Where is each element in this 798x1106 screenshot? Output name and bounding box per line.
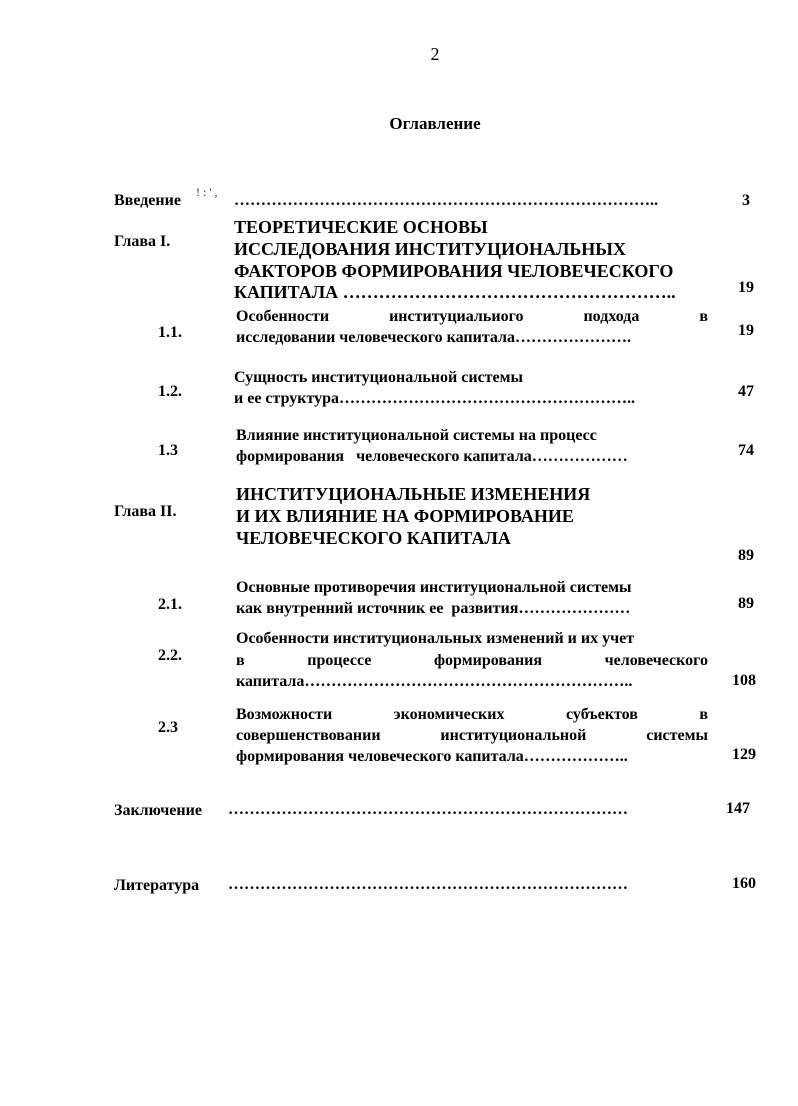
toc-title-line: совершенствовании институциональной системы — [236, 727, 708, 744]
toc-label: Глава I. — [114, 233, 171, 250]
toc-page: 160 — [732, 875, 756, 892]
toc-heading: Оглавление — [389, 114, 481, 133]
toc-title-line: Особенности институциональных изменений и их учет — [236, 630, 635, 647]
toc-title-line: Основные противоречия институциональной системы — [236, 579, 632, 596]
toc-label: 2.1. — [158, 596, 182, 613]
toc-title-line: Сущность институциональной системы — [234, 369, 524, 386]
toc-title-line: ФАКТОРОВ ФОРМИРОВАНИЯ ЧЕЛОВЕЧЕСКОГО — [234, 261, 674, 281]
toc-title-line: в процессе формирования человеческого — [236, 652, 708, 669]
toc-label: 1.1. — [158, 324, 182, 341]
toc-title-line: капитала…………………………………………………….. — [236, 673, 633, 690]
toc-title-line: ТЕОРЕТИЧЕСКИЕ ОСНОВЫ — [234, 217, 488, 237]
toc-title-line: и ее структура……………………………………………….. — [234, 390, 636, 407]
toc-title-line: ЧЕЛОВЕЧЕСКОГО КАПИТАЛА — [236, 528, 511, 548]
toc-label: 2.2. — [158, 647, 182, 664]
toc-page: 74 — [738, 442, 754, 459]
toc-label: 1.2. — [158, 383, 182, 400]
toc-title-line: как внутренний источник ее развития………………… — [236, 600, 631, 617]
page-number: 2 — [430, 44, 440, 64]
toc-page: 108 — [732, 672, 756, 689]
toc-title-line: И ИХ ВЛИЯНИЕ НА ФОРМИРОВАНИЕ — [236, 506, 574, 526]
toc-title-line: ИНСТИТУЦИОНАЛЬНЫЕ ИЗМЕНЕНИЯ — [236, 484, 591, 504]
toc-label: Заключение — [114, 802, 202, 819]
toc-page: 3 — [742, 192, 750, 209]
toc-title-line: КАПИТАЛА ……………………………………………….. — [234, 282, 676, 302]
toc-label: Введение — [114, 192, 181, 209]
toc-title-line: ИССЛЕДОВАНИЯ ИНСТИТУЦИОНАЛЬНЫХ — [234, 239, 626, 259]
toc-leader: ………………………………………………………………… — [228, 801, 628, 818]
toc-title-line: формирования человеческого капитала……………….. — [236, 748, 628, 765]
toc-title-line: формирования человеческого капитала……………… — [236, 448, 628, 465]
toc-page: 147 — [726, 800, 750, 817]
toc-label: 1.3 — [158, 442, 178, 459]
toc-title-line: Влияние институциональной системы на процесс — [236, 427, 597, 444]
toc-page: 129 — [732, 746, 756, 763]
toc-page: 89 — [738, 595, 754, 612]
toc-title-line: Возможности экономических субъектов в — [236, 706, 708, 723]
toc-leader: ………………………………………………………………… — [228, 876, 628, 893]
toc-page: 19 — [738, 279, 754, 296]
toc-page: 19 — [738, 322, 754, 339]
toc-label: Глава II. — [114, 503, 177, 520]
toc-leader: …………………………………………………………………….. — [234, 192, 658, 209]
toc-label: Литература — [114, 877, 200, 894]
toc-title-line: исследовании человеческого капитала…………………. — [236, 329, 631, 346]
toc-label: 2.3 — [158, 719, 178, 736]
toc-title-line: Особенности институциальиого подхода в — [236, 308, 708, 325]
scan-noise: ! : ' , — [196, 185, 218, 199]
toc-page: 89 — [738, 547, 754, 564]
toc-page: 47 — [738, 383, 754, 400]
